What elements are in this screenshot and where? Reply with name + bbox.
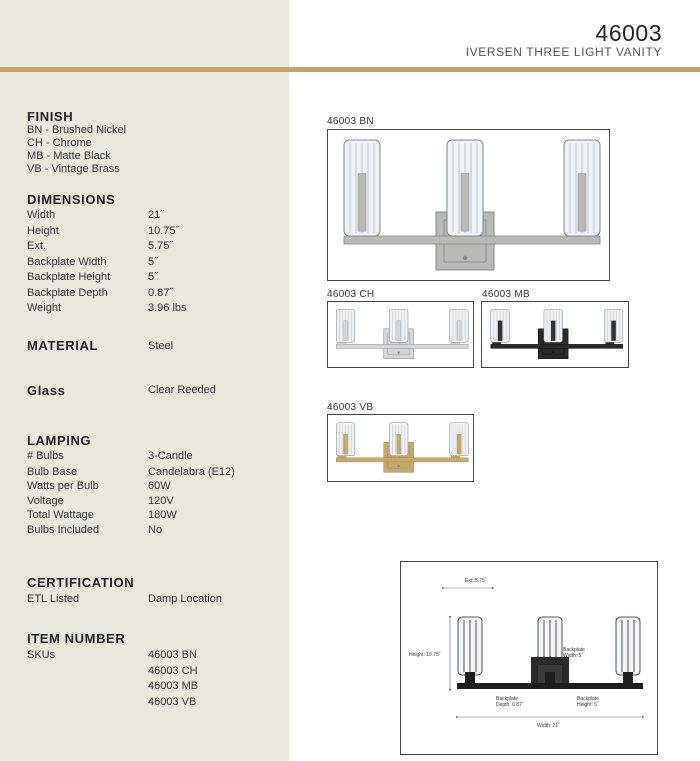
socket-cup [338, 456, 346, 458]
sku: 46003 VB [148, 696, 197, 708]
dimension-label: Ext. [27, 240, 46, 252]
backplate-depth-label: Backplate [496, 696, 518, 702]
certification-heading: CERTIFICATION [27, 575, 135, 590]
lamping-value: No [148, 524, 163, 536]
skus-label: SKUs [27, 649, 56, 661]
backplate-width-label: Backplate [563, 647, 585, 653]
candle-sleeve [611, 321, 615, 341]
lamping-label: Total Wattage [27, 509, 94, 521]
sku: 46003 CH [148, 665, 198, 677]
backplate-width-label: Width: 5˝ [563, 653, 584, 659]
dimension-value: 5˝ [148, 256, 158, 268]
candle-sleeve [343, 321, 347, 341]
image-caption-bn: 46003 BN [327, 116, 374, 127]
candle-sleeve [397, 321, 401, 341]
dimension-value: 21˝ [148, 209, 164, 221]
lamping-label: # Bulbs [27, 450, 64, 462]
backplate-depth-label: Depth: 0.87˝ [496, 702, 524, 708]
mounting-screw [463, 256, 467, 260]
product-image-vb [327, 414, 474, 482]
material-value: Steel [148, 340, 174, 352]
socket-cup [606, 342, 614, 344]
backplate-height-label: Backplate [577, 696, 599, 702]
socket-cup [391, 456, 399, 458]
lamping-value: 60W [148, 480, 171, 492]
height-label: Height: 10.75˝ [409, 652, 441, 658]
header-divider [0, 67, 700, 72]
fixture-illustration [482, 302, 628, 367]
finish-item: VB - Vintage Brass [27, 163, 120, 175]
lamping-value: Candelabra (E12) [148, 466, 235, 478]
finish-heading: FINISH [27, 109, 74, 124]
finish-item: CH - Chrome [27, 137, 92, 149]
mounting-screw [398, 465, 400, 467]
dimension-label: Width [27, 209, 56, 221]
dimension-value: 5˝ [148, 271, 158, 283]
socket-cup [451, 342, 459, 344]
finish-item: MB - Matte Black [27, 150, 111, 162]
lamping-value: 3-Candle [148, 450, 193, 462]
dimension-label: Backplate Depth [27, 287, 108, 299]
image-caption-vb: 46003 VB [327, 402, 374, 413]
lamping-label: Voltage [27, 495, 64, 507]
product-image-ch [327, 301, 474, 368]
dimension-value: 10.75˝ [148, 225, 180, 237]
candle-sleeve [457, 321, 461, 341]
candle-sleeve [551, 321, 555, 341]
arm-bar [344, 236, 600, 244]
fixture-illustration [328, 302, 473, 367]
product-title: IVERSEN THREE LIGHT VANITY [465, 45, 662, 59]
certification-label: ETL Listed [27, 593, 80, 605]
image-caption-ch: 46003 CH [327, 289, 375, 300]
dimension-label: Weight [27, 302, 62, 314]
candle-sleeve [397, 434, 401, 454]
dimensions-heading: DIMENSIONS [27, 192, 116, 207]
socket-cup [545, 342, 553, 344]
backplate-height-label: Height: 5˝ [577, 702, 599, 708]
candle-sleeve [461, 174, 469, 232]
candle-sleeve [578, 174, 586, 232]
dimension-label: Height [27, 225, 59, 237]
lamping-label: Bulbs Included [27, 524, 100, 536]
socket-cup [391, 342, 399, 344]
candle-sleeve [358, 174, 366, 232]
certification-value: Damp Location [148, 593, 222, 605]
finish-item: BN - Brushed Nickel [27, 124, 127, 136]
candle-sleeve [457, 434, 461, 454]
dimension-value: 5.75˝ [148, 240, 174, 252]
socket-cup [338, 342, 346, 344]
lamping-label: Watts per Bulb [27, 480, 99, 492]
fixture-illustration [328, 415, 473, 481]
product-image-mb [481, 301, 629, 368]
glass-value: Clear Reeded [148, 384, 216, 396]
lamping-value: 180W [148, 509, 177, 521]
arm-bar [336, 458, 468, 462]
model-number: 46003 [595, 20, 662, 46]
dimension-label: Backplate Height [27, 271, 111, 283]
lamping-heading: LAMPING [27, 433, 92, 448]
dimension-diagram [400, 561, 658, 755]
arm-bar [491, 344, 623, 348]
lamping-value: 120V [148, 495, 174, 507]
dimension-value: 0.87˝ [148, 287, 174, 299]
item-number-heading: ITEM NUMBER [27, 631, 126, 646]
glass-heading: Glass [27, 383, 66, 398]
socket-cup [451, 456, 459, 458]
material-heading: MATERIAL [27, 338, 98, 353]
fixture-illustration [328, 130, 609, 280]
dimension-label: Backplate Width [27, 256, 107, 268]
socket-cup [492, 342, 500, 344]
ext-label: Ext: 5.75˝ [465, 578, 487, 584]
product-image-bn [327, 129, 610, 281]
sku: 46003 BN [148, 649, 197, 661]
sku: 46003 MB [148, 680, 199, 692]
width-label: Width: 21˝ [537, 723, 560, 729]
image-caption-mb: 46003 MB [482, 289, 530, 300]
dimension-value: 3.96 lbs [148, 302, 187, 314]
mounting-screw [552, 351, 554, 353]
mounting-screw [398, 351, 400, 353]
candle-sleeve [343, 434, 347, 454]
lamping-label: Bulb Base [27, 466, 78, 478]
arm-bar [336, 344, 468, 348]
candle-sleeve [498, 321, 502, 341]
